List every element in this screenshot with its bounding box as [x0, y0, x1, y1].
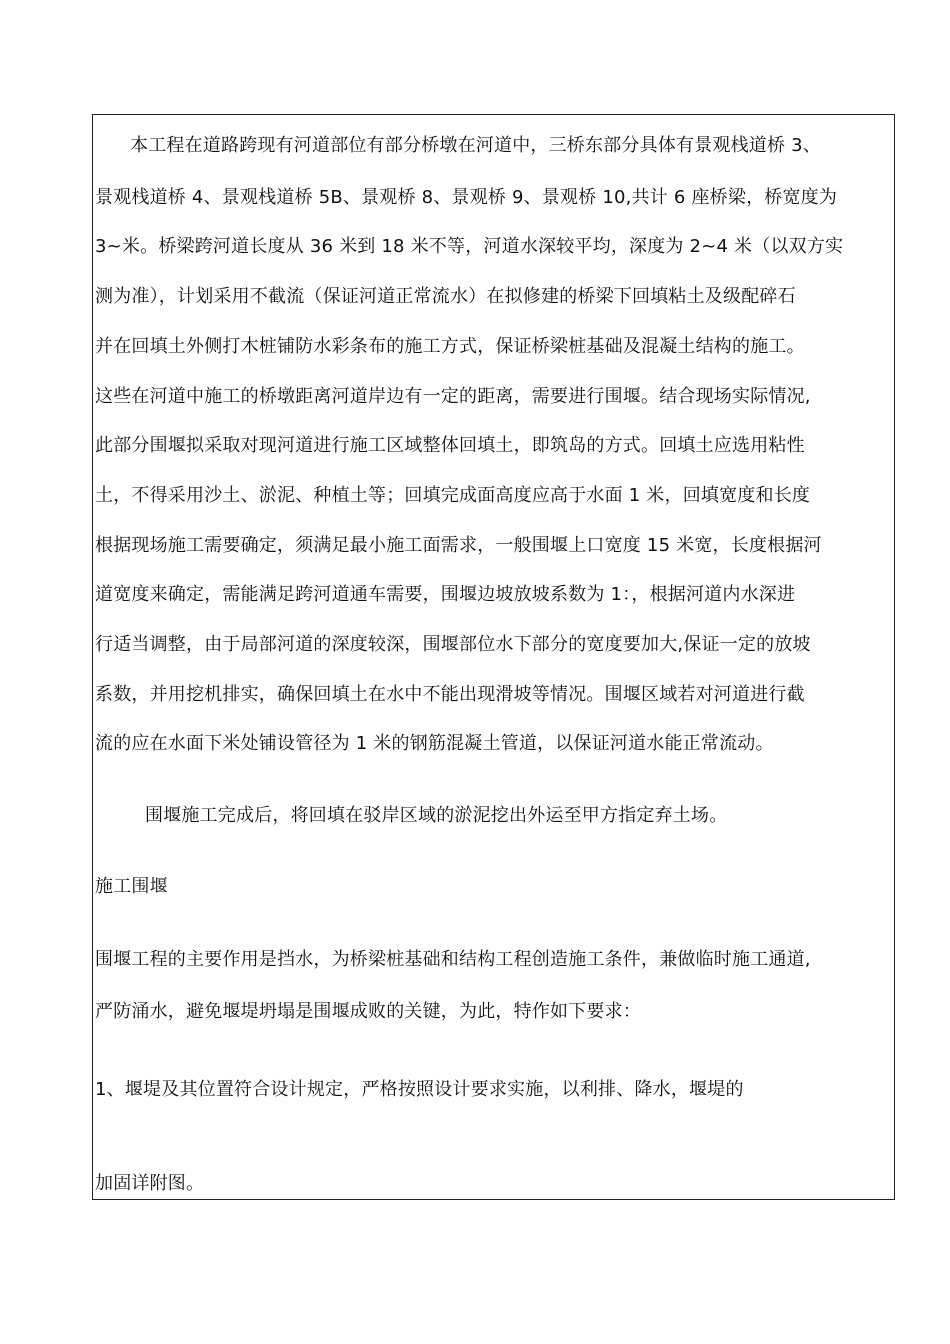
paragraph-1-line-4: 测为准），计划采用不截流（保证河道正常流水）在拟修建的桥梁下回填粘土及级配碎石: [95, 286, 796, 307]
paragraph-1-line-12: 系数，并用挖机排实，确保回填土在水中不能出现滑坡等情况。围堰区域若对河道进行截: [95, 684, 805, 705]
paragraph-1-line-6: 这些在河道中施工的桥墩距离河道岸边有一定的距离，需要进行围堰。结合现场实际情况,: [95, 386, 811, 407]
paragraph-1-line-13: 流的应在水面下米处铺设管径为 1 米的钢筋混凝土管道，以保证河道水能正常流动。: [95, 733, 774, 754]
paragraph-3-line-2: 严防涌水，避免堰堤坍塌是围堰成败的关键，为此，特作如下要求：: [95, 1001, 641, 1022]
document-frame: [92, 114, 895, 1200]
paragraph-1-line-2: 景观栈道桥 4、景观栈道桥 5B、景观桥 8、景观桥 9、景观桥 10,共计 6 座桥梁，桥宽度为: [95, 187, 838, 208]
paragraph-1-line-1: 本工程在道路跨现有河道部位有部分桥墩在河道中，三桥东部分具体有景观栈道桥 3、: [130, 135, 821, 156]
paragraph-2: 围堰施工完成后，将回填在驳岸区域的淤泥挖出外运至甲方指定弃土场。: [145, 805, 728, 826]
paragraph-1-line-9: 根据现场施工需要确定，须满足最小施工面需求，一般围堰上口宽度 15 米宽，长度根据河: [95, 535, 822, 556]
paragraph-1-line-10: 道宽度来确定，需能满足跨河道通车需要，围堰边坡放坡系数为 1：，根据河道内水深进: [95, 584, 796, 605]
paragraph-1-line-7: 此部分围堰拟采取对现河道进行施工区域整体回填土，即筑岛的方式。回填土应选用粘性: [95, 435, 805, 456]
paragraph-3-line-1: 围堰工程的主要作用是挡水，为桥梁桩基础和结构工程创造施工条件，兼做临时施工通道,: [95, 949, 811, 970]
paragraph-1-line-8: 土，不得采用沙土、淤泥、种植土等；回填完成面高度应高于水面 1 米，回填宽度和长度: [95, 485, 811, 506]
paragraph-1-line-3: 3~米。桥梁跨河道长度从 36 米到 18 米不等，河道水深较平均，深度为 2~4 米（以双方实: [95, 236, 844, 257]
list-item-1: 1、堰堤及其位置符合设计规定，严格按照设计要求实施，以利排、降水，堰堤的: [95, 1079, 744, 1100]
list-item-1-continuation: 加固详附图。: [95, 1173, 205, 1194]
paragraph-1-line-11: 行适当调整，由于局部河道的深度较深，围堰部位水下部分的宽度要加大,保证一定的放坡: [95, 634, 811, 655]
section-heading: 施工围堰: [95, 876, 168, 897]
paragraph-1-line-5: 并在回填土外侧打木桩铺防水彩条布的施工方式，保证桥梁桩基础及混凝土结构的施工。: [95, 336, 805, 357]
